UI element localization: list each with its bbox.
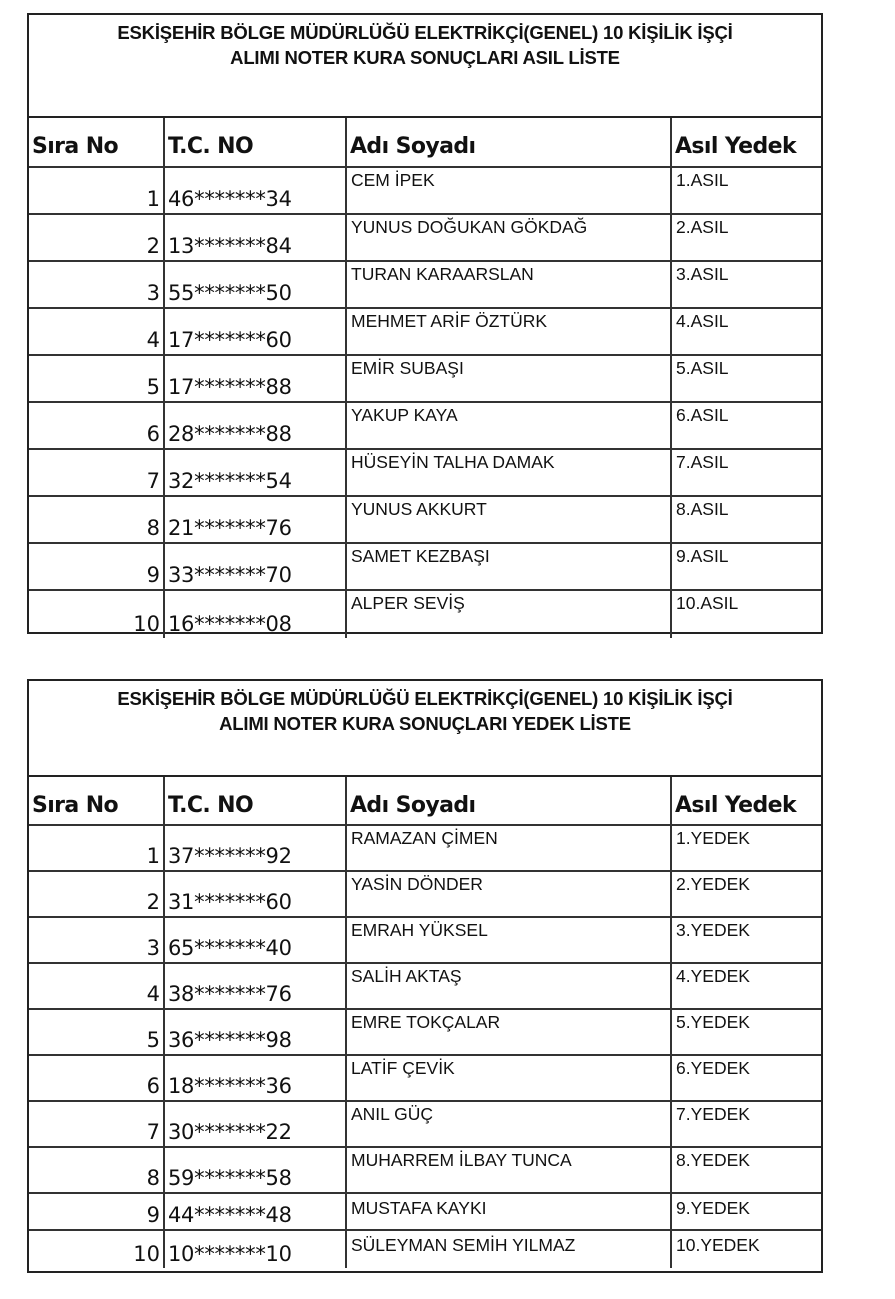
asil-yedek-status-cell [672, 168, 821, 213]
tc-number-cell [165, 918, 347, 962]
table-title [29, 681, 821, 777]
asil-yedek-status: 9.YEDEK [676, 1198, 750, 1218]
tc-number-cell [165, 1102, 347, 1146]
full-name: MUSTAFA KAYKI [351, 1198, 487, 1218]
asil-yedek-status-cell [672, 1102, 821, 1146]
full-name: TURAN KARAARSLAN [351, 264, 534, 284]
table-body [29, 168, 821, 638]
row-number-cell [29, 826, 165, 870]
asil-yedek-status-cell [672, 1194, 821, 1229]
row-number: 10 [133, 612, 160, 636]
tc-number-cell [165, 964, 347, 1008]
asil-yedek-status: 3.YEDEK [676, 920, 750, 940]
asil-yedek-status: 6.ASIL [676, 405, 729, 425]
asil-yedek-status: 10.YEDEK [676, 1235, 760, 1255]
header-tc-no: T.C. NO [165, 777, 347, 824]
table-row [29, 1231, 821, 1268]
row-number: 4 [146, 982, 160, 1006]
table-row [29, 168, 821, 215]
table-row [29, 826, 821, 872]
full-name-cell [347, 215, 672, 260]
tc-number: 32*******54 [168, 469, 292, 493]
asil-yedek-status-cell [672, 1148, 821, 1192]
asil-yedek-status-cell [672, 309, 821, 354]
full-name-cell [347, 356, 672, 401]
row-number-cell [29, 168, 165, 213]
tc-number: 18*******36 [168, 1074, 292, 1098]
tc-number: 46*******34 [168, 187, 292, 211]
full-name-cell [347, 309, 672, 354]
full-name: ALPER SEVİŞ [351, 593, 465, 613]
asil-yedek-status-cell [672, 826, 821, 870]
tc-number-cell [165, 1010, 347, 1054]
table-row [29, 872, 821, 918]
row-number-cell [29, 215, 165, 260]
asil-yedek-status-cell [672, 964, 821, 1008]
asil-yedek-status-cell [672, 872, 821, 916]
table-row [29, 1010, 821, 1056]
full-name-cell [347, 1102, 672, 1146]
asil-yedek-status: 2.YEDEK [676, 874, 750, 894]
tc-number-cell [165, 262, 347, 307]
table-row [29, 1102, 821, 1148]
row-number-cell [29, 918, 165, 962]
asil-yedek-status-cell [672, 403, 821, 448]
asil-yedek-status-cell [672, 918, 821, 962]
row-number-cell [29, 450, 165, 495]
title-line-1: ESKİŞEHİR BÖLGE MÜDÜRLÜĞÜ ELEKTRİKÇİ(GENEL) 10 KİŞİLİK İŞÇİ [117, 688, 733, 709]
tc-number-cell [165, 215, 347, 260]
row-number-cell [29, 262, 165, 307]
full-name: ANIL GÜÇ [351, 1104, 434, 1124]
table-row [29, 1056, 821, 1102]
row-number-cell [29, 544, 165, 589]
full-name: SAMET KEZBAŞI [351, 546, 490, 566]
full-name-cell [347, 918, 672, 962]
table-row [29, 1194, 821, 1231]
row-number: 10 [133, 1242, 160, 1266]
full-name: MEHMET ARİF ÖZTÜRK [351, 311, 548, 331]
full-name-cell [347, 1148, 672, 1192]
full-name: RAMAZAN ÇİMEN [351, 828, 498, 848]
tc-number: 17*******88 [168, 375, 292, 399]
row-number-cell [29, 1010, 165, 1054]
header-tc-no: T.C. NO [165, 118, 347, 166]
tc-number: 59*******58 [168, 1166, 292, 1190]
row-number: 3 [146, 936, 160, 960]
row-number-cell [29, 403, 165, 448]
title-line-2: ALIMI NOTER KURA SONUÇLARI YEDEK LİSTE [219, 713, 631, 734]
header-sira-no: Sıra No [29, 777, 165, 824]
asil-yedek-status-cell [672, 497, 821, 542]
full-name: MUHARREM İLBAY TUNCA [351, 1150, 572, 1170]
row-number: 6 [146, 1074, 160, 1098]
table-row [29, 544, 821, 591]
tc-number-cell [165, 403, 347, 448]
title-line-1: ESKİŞEHİR BÖLGE MÜDÜRLÜĞÜ ELEKTRİKÇİ(GENEL) 10 KİŞİLİK İŞÇİ [117, 22, 733, 43]
table-row [29, 1148, 821, 1194]
tc-number-cell [165, 1148, 347, 1192]
tc-number-cell [165, 450, 347, 495]
asil-yedek-status-cell [672, 1056, 821, 1100]
full-name-cell [347, 1231, 672, 1268]
table-row [29, 356, 821, 403]
tc-number-cell [165, 1231, 347, 1268]
asil-yedek-status: 5.YEDEK [676, 1012, 750, 1032]
tc-number: 17*******60 [168, 328, 292, 352]
row-number-cell [29, 591, 165, 638]
asil-yedek-status-cell [672, 544, 821, 589]
full-name: EMRE TOKÇALAR [351, 1012, 501, 1032]
tc-number: 36*******98 [168, 1028, 292, 1052]
tc-number-cell [165, 872, 347, 916]
full-name: YUNUS AKKURT [351, 499, 487, 519]
tc-number: 33*******70 [168, 563, 292, 587]
tc-number: 44*******48 [168, 1203, 292, 1227]
tc-number: 65*******40 [168, 936, 292, 960]
asil-yedek-status: 7.YEDEK [676, 1104, 750, 1124]
row-number: 2 [146, 890, 160, 914]
full-name-cell [347, 262, 672, 307]
row-number: 5 [146, 375, 160, 399]
row-number-cell [29, 1148, 165, 1192]
header-row [29, 777, 821, 826]
header-asil-yedek: Asıl Yedek [675, 793, 796, 818]
full-name-cell [347, 1010, 672, 1054]
full-name: EMİR SUBAŞI [351, 358, 464, 378]
tc-number: 13*******84 [168, 234, 292, 258]
header-adi-soyadi: Adı Soyadı [347, 777, 672, 824]
asil-yedek-status: 3.ASIL [676, 264, 729, 284]
header-asil-yedek: Asıl Yedek [675, 134, 796, 159]
full-name-cell [347, 872, 672, 916]
row-number: 1 [146, 844, 160, 868]
full-name-cell [347, 544, 672, 589]
full-name-cell [347, 1056, 672, 1100]
full-name: YUNUS DOĞUKAN GÖKDAĞ [351, 217, 588, 237]
full-name: SALİH AKTAŞ [351, 966, 462, 986]
asil-yedek-status: 6.YEDEK [676, 1058, 750, 1078]
asil-yedek-status-cell [672, 262, 821, 307]
table-row [29, 215, 821, 262]
row-number: 9 [146, 563, 160, 587]
asil-yedek-status-cell [672, 356, 821, 401]
row-number: 9 [146, 1203, 160, 1227]
row-number-cell [29, 309, 165, 354]
full-name-cell [347, 450, 672, 495]
asil-yedek-status: 7.ASIL [676, 452, 729, 472]
full-name: EMRAH YÜKSEL [351, 920, 488, 940]
full-name: YAKUP KAYA [351, 405, 458, 425]
tc-number: 55*******50 [168, 281, 292, 305]
asil-yedek-status: 4.ASIL [676, 311, 729, 331]
tc-number: 37*******92 [168, 844, 292, 868]
asil-yedek-status: 9.ASIL [676, 546, 729, 566]
header-sira-no: Sıra No [29, 118, 165, 166]
yedek-list-table [27, 679, 823, 1273]
row-number: 3 [146, 281, 160, 305]
asil-yedek-status: 10.ASIL [676, 593, 739, 613]
asil-yedek-status-cell [672, 215, 821, 260]
table-row [29, 309, 821, 356]
row-number: 5 [146, 1028, 160, 1052]
asil-list-table [27, 13, 823, 634]
row-number: 2 [146, 234, 160, 258]
table-body [29, 826, 821, 1268]
full-name-cell [347, 591, 672, 638]
table-row [29, 262, 821, 309]
row-number-cell [29, 497, 165, 542]
tc-number: 31*******60 [168, 890, 292, 914]
table-row [29, 918, 821, 964]
title-line-2: ALIMI NOTER KURA SONUÇLARI ASIL LİSTE [230, 47, 620, 68]
asil-yedek-status-cell [672, 591, 821, 638]
full-name-cell [347, 1194, 672, 1229]
row-number: 7 [146, 469, 160, 493]
asil-yedek-status: 1.YEDEK [676, 828, 750, 848]
row-number-cell [29, 1194, 165, 1229]
header-row [29, 118, 821, 168]
table-row [29, 964, 821, 1010]
header-adi-soyadi: Adı Soyadı [347, 118, 672, 166]
tc-number-cell [165, 168, 347, 213]
row-number-cell [29, 1056, 165, 1100]
tc-number: 16*******08 [168, 612, 292, 636]
tc-number: 10*******10 [168, 1242, 292, 1266]
table-title [29, 15, 821, 118]
full-name-cell [347, 168, 672, 213]
full-name: SÜLEYMAN SEMİH YILMAZ [351, 1235, 576, 1255]
row-number-cell [29, 872, 165, 916]
row-number: 8 [146, 1166, 160, 1190]
tc-number-cell [165, 497, 347, 542]
table-row [29, 497, 821, 544]
asil-yedek-status: 4.YEDEK [676, 966, 750, 986]
tc-number-cell [165, 309, 347, 354]
full-name: LATİF ÇEVİK [351, 1058, 455, 1078]
tc-number-cell [165, 356, 347, 401]
row-number-cell [29, 1231, 165, 1268]
full-name: HÜSEYİN TALHA DAMAK [351, 452, 555, 472]
asil-yedek-status: 1.ASIL [676, 170, 729, 190]
row-number-cell [29, 356, 165, 401]
full-name: CEM İPEK [351, 170, 435, 190]
row-number: 4 [146, 328, 160, 352]
tc-number-cell [165, 1194, 347, 1229]
tc-number-cell [165, 826, 347, 870]
row-number-cell [29, 964, 165, 1008]
table-row [29, 403, 821, 450]
row-number-cell [29, 1102, 165, 1146]
asil-yedek-status: 2.ASIL [676, 217, 729, 237]
table-row [29, 591, 821, 638]
tc-number-cell [165, 591, 347, 638]
asil-yedek-status-cell [672, 1010, 821, 1054]
asil-yedek-status: 8.YEDEK [676, 1150, 750, 1170]
row-number: 1 [146, 187, 160, 211]
tc-number: 28*******88 [168, 422, 292, 446]
tc-number-cell [165, 1056, 347, 1100]
tc-number: 38*******76 [168, 982, 292, 1006]
full-name-cell [347, 403, 672, 448]
tc-number: 30*******22 [168, 1120, 292, 1144]
row-number: 8 [146, 516, 160, 540]
row-number: 6 [146, 422, 160, 446]
tc-number-cell [165, 544, 347, 589]
full-name-cell [347, 826, 672, 870]
asil-yedek-status-cell [672, 1231, 821, 1268]
asil-yedek-status: 5.ASIL [676, 358, 729, 378]
full-name-cell [347, 964, 672, 1008]
tc-number: 21*******76 [168, 516, 292, 540]
row-number: 7 [146, 1120, 160, 1144]
full-name: YASİN DÖNDER [351, 874, 483, 894]
asil-yedek-status-cell [672, 450, 821, 495]
full-name-cell [347, 497, 672, 542]
asil-yedek-status: 8.ASIL [676, 499, 729, 519]
table-row [29, 450, 821, 497]
